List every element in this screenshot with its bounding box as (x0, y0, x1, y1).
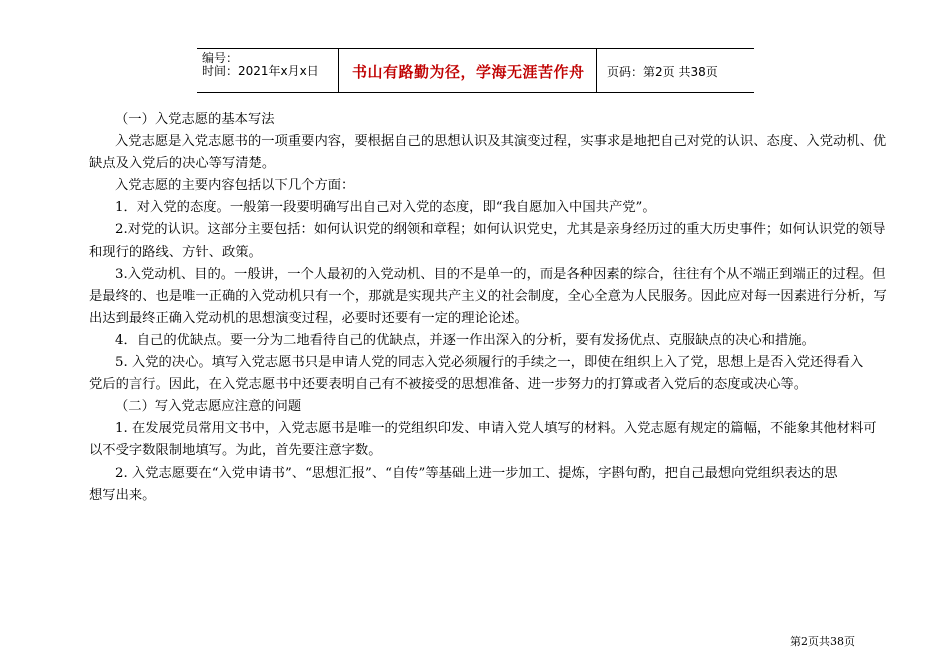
body-line (89, 242, 860, 264)
header-meta (197, 49, 339, 92)
list-item: 1. 在发展党员常用文书中，入党志愿书是唯一的党组织印发、申请入党人填写的材料。入党志愿有规定的篇幅，不能象其他材料可 (115, 421, 877, 437)
body-line (89, 308, 860, 330)
body-line (115, 109, 860, 131)
page-label: 页码：第2页 共38页 (607, 65, 718, 79)
list-item: 5. 入党的决心。填写入党志愿书只是申请人党的同志入党必须履行的手续之一，即使在组织上入了党，思想上是否入党还得看入 (115, 355, 864, 371)
body-line (115, 219, 886, 241)
paragraph-line: 以不受字数限制地填写。为此，首先要注意字数。 (89, 443, 382, 459)
motto-text: 书山有路勤为径，学海无涯苦作舟 (352, 63, 585, 81)
paragraph-line: 想写出来。 (89, 487, 156, 503)
paragraph-line: 出达到最终正确入党动机的思想演变过程，必要时还要有一定的理论论述。 (89, 310, 528, 326)
body-line (89, 153, 860, 175)
body-line (115, 463, 860, 485)
section-heading-2: （二）写入党志愿应注意的问题 (115, 399, 302, 415)
list-item: 4．自己的优缺点。要一分为二地看待自己的优缺点，并逐一作出深入的分析，要有发扬优点、克服缺点的决心和措施。 (115, 332, 815, 348)
body-line (89, 485, 860, 507)
number-label: 编号： (202, 51, 239, 65)
list-item: 2. 入党志愿要在“入党申请书”、“思想汇报”、“自传”等基础上进一步加工、提炼，字斟句酌，把自己最想向党组织表达的思 (115, 465, 838, 481)
body-line (89, 286, 887, 308)
body-line (115, 131, 887, 153)
paragraph-line: 是最终的、也是唯一正确的入党动机只有一个，那就是实现共产主义的社会制度，全心全意为人民服务。因此应对每一因素进行分析，写 (89, 288, 887, 304)
body-line (115, 197, 860, 219)
body-line (89, 374, 860, 396)
list-item: 2.对党的认识。这部分主要包括：如何认识党的纲领和章程；如何认识党史，尤其是亲身经历过的重大历史事件；如何认识党的领导 (115, 222, 886, 238)
page-header (197, 48, 754, 93)
paragraph-line: 缺点及入党后的决心等写清楚。 (89, 156, 276, 172)
paragraph-line: 和现行的路线、方针、政策。 (89, 244, 262, 260)
footer-page-number: 第2页共38页 (790, 635, 855, 648)
body-line (115, 396, 860, 418)
document-body (89, 109, 887, 507)
list-item: 1．对入党的态度。一般第一段要明确写出自己对入党的态度，即“我自愿加入中国共产党”。 (115, 200, 656, 216)
body-line (115, 330, 860, 352)
body-line (115, 175, 860, 197)
time-label: 时间：2021年x月x日 (202, 64, 319, 78)
body-line (115, 352, 864, 374)
section-heading-1: （一）入党志愿的基本写法 (115, 112, 275, 127)
header-page-info (596, 49, 755, 92)
body-line (89, 440, 860, 462)
paragraph-line: 党后的言行。因此，在入党志愿书中还要表明自己有不被接受的思想准备、进一步努力的打算或者入党后的态度或决心等。 (89, 377, 808, 393)
paragraph-line: 入党志愿的主要内容包括以下几个方面： (115, 178, 355, 194)
body-line (115, 418, 877, 440)
body-line (115, 264, 886, 286)
list-item: 3.入党动机、目的。一般讲，一个人最初的入党动机、目的不是单一的，而是各种因素的综合，往往有个从不端正到端正的过程。但 (115, 266, 886, 282)
page-footer (790, 633, 855, 649)
paragraph-line: 入党志愿是入党志愿书的一项重要内容，要根据自己的思想认识及其演变过程，实事求是地把自己对党的认识、态度、入党动机、优 (115, 134, 887, 150)
